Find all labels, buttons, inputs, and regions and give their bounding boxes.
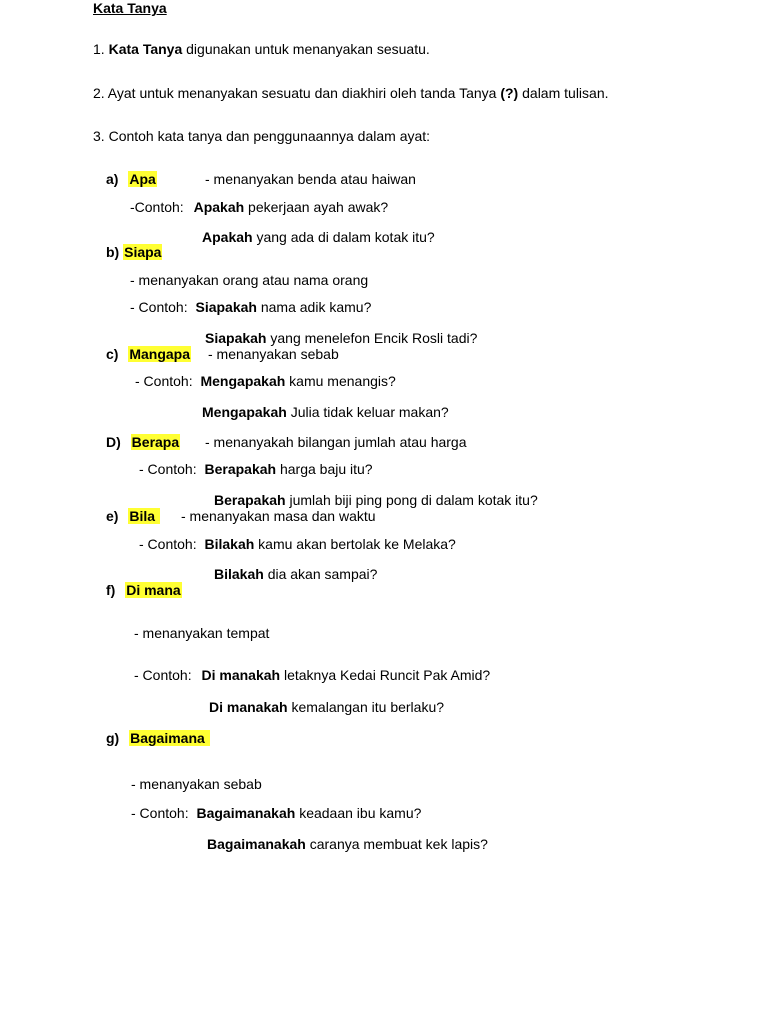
item-berapa-example-2: Berapakah jumlah biji ping pong di dalam kotak itu?	[214, 492, 538, 508]
item-dimana-example-1: - Contoh: Di manakah letaknya Kedai Runcit Pak Amid?	[134, 667, 491, 683]
item-siapa-example-1: - Contoh: Siapakah nama adik kamu?	[130, 299, 372, 315]
item-bila: e) Bila	[106, 508, 160, 525]
item-apa: a) Apa	[106, 171, 156, 187]
item-berapa-example-1: - Contoh: Berapakah harga baju itu?	[139, 461, 373, 477]
item-mangapa-desc: - menanyakan sebab	[208, 346, 339, 362]
item-apa-example-1: -Contoh: Apakah pekerjaan ayah awak?	[130, 199, 389, 215]
point-1-bold: Kata Tanya	[108, 41, 183, 57]
keyword-mangapa: Mangapa	[129, 346, 191, 362]
item-mangapa-example-2: Mengapakah Julia tidak keluar makan?	[202, 404, 449, 420]
page-title: Kata Tanya	[93, 0, 167, 16]
keyword-bagaimana: Bagaimana	[129, 730, 210, 746]
item-bagaimana-example-1: - Contoh: Bagaimanakah keadaan ibu kamu?	[131, 805, 422, 821]
item-bila-example-1: - Contoh: Bilakah kamu akan bertolak ke Melaka?	[139, 536, 456, 552]
keyword-dimana: Di mana	[126, 582, 181, 598]
item-dimana: f) Di mana	[106, 582, 181, 598]
item-bila-desc: - menanyakan masa dan waktu	[181, 508, 376, 524]
item-berapa: D) Berapa	[106, 434, 180, 450]
point-1: 1. Kata Tanya digunakan untuk menanyakan sesuatu.	[93, 41, 430, 57]
item-dimana-desc: - menanyakan tempat	[134, 625, 270, 641]
item-dimana-example-2: Di manakah kemalangan itu berlaku?	[209, 699, 445, 715]
item-mangapa-example-1: - Contoh: Mengapakah kamu menangis?	[135, 373, 396, 389]
item-siapa-example-2: Siapakah yang menelefon Encik Rosli tadi?	[205, 330, 478, 346]
item-siapa-desc: - menanyakan orang atau nama orang	[130, 272, 369, 288]
item-bagaimana-example-2: Bagaimanakah caranya membuat kek lapis?	[207, 836, 488, 852]
item-berapa-desc: - menanyakah bilangan jumlah atau harga	[205, 434, 467, 450]
item-bagaimana: g) Bagaimana	[106, 730, 210, 747]
item-bagaimana-desc: - menanyakan sebab	[131, 776, 262, 792]
item-mangapa: c) Mangapa	[106, 346, 191, 362]
point-3: 3. Contoh kata tanya dan penggunaannya dalam ayat:	[93, 128, 431, 144]
point-2: 2. Ayat untuk menanyakan sesuatu dan diakhiri oleh tanda Tanya (?) dalam tulisan.	[93, 85, 609, 101]
item-apa-example-2: Apakah yang ada di dalam kotak itu?	[202, 229, 435, 245]
keyword-bila: Bila	[128, 508, 160, 524]
item-apa-desc: - menanyakan benda atau haiwan	[205, 171, 416, 187]
keyword-berapa: Berapa	[131, 434, 180, 450]
keyword-siapa: Siapa	[124, 244, 162, 260]
item-siapa: b) Siapa	[106, 244, 162, 260]
keyword-apa: Apa	[129, 171, 156, 187]
item-bila-example-2: Bilakah dia akan sampai?	[214, 566, 378, 582]
